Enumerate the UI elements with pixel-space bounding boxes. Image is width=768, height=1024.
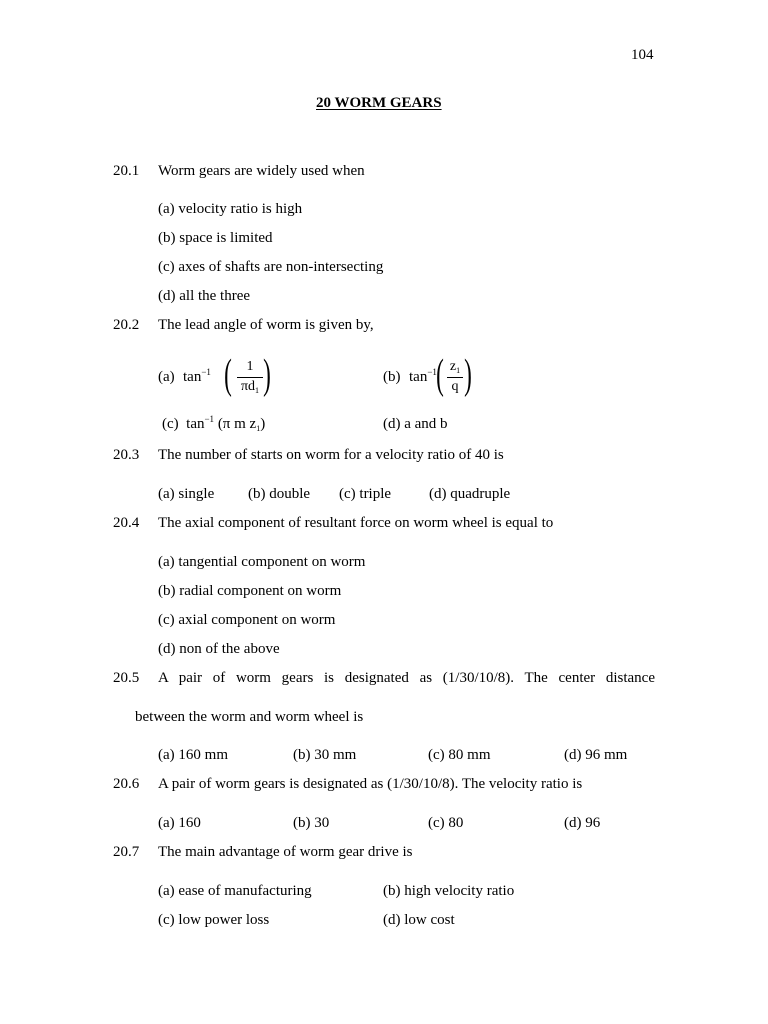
numerator-text: z <box>449 359 457 374</box>
question-text: The main advantage of worm gear drive is <box>158 844 413 860</box>
left-paren: ( <box>224 352 232 398</box>
denominator: q <box>451 379 459 394</box>
option-b-label: (b) <box>383 369 401 385</box>
question-text: The axial component of resultant force on worm wheel is equal to <box>158 515 554 531</box>
question-number: 20.5 <box>113 670 140 686</box>
option-d: (d) quadruple <box>429 486 511 502</box>
option-c: (c) axes of shafts are non-intersecting <box>158 259 384 275</box>
denominator-subscript: 1 <box>255 386 260 395</box>
option-a: (a) 160 mm <box>158 747 228 763</box>
question-text: The lead angle of worm is given by, <box>158 317 374 333</box>
question-text: Worm gears are widely used when <box>158 163 365 179</box>
option-b-function <box>409 367 437 385</box>
option-b: (b) double <box>248 486 311 502</box>
tan-text: tan <box>183 369 202 385</box>
option-b: (b) 30 mm <box>293 747 357 763</box>
option-c-label: (c) <box>162 416 179 432</box>
question-number: 20.2 <box>113 317 140 333</box>
option-a-label: (a) <box>158 369 175 385</box>
question-number: 20.3 <box>113 447 140 463</box>
question-number: 20.7 <box>113 844 140 860</box>
option-a: (a) 160 <box>158 815 201 831</box>
question-number: 20.1 <box>113 163 140 179</box>
option-b: (b) 30 <box>293 815 330 831</box>
fraction-bar <box>237 377 263 378</box>
question-number: 20.6 <box>113 776 140 792</box>
option-d: (d) non of the above <box>158 641 280 657</box>
closing-paren: ) <box>260 416 266 432</box>
chapter-title: 20 WORM GEARS <box>316 95 442 111</box>
numerator: 1 <box>246 359 254 374</box>
option-d: (d) 96 <box>564 815 601 831</box>
option-d: (d) a and b <box>383 416 448 432</box>
question-number: 20.4 <box>113 515 140 531</box>
option-c: (c) axial component on worm <box>158 612 336 628</box>
option-c: (c) triple <box>339 486 392 502</box>
option-d: (d) all the three <box>158 288 251 304</box>
question-text-line-1: A pair of worm gears is designated as (1/30/10/8). The center distance <box>158 670 655 686</box>
tan-text: tan <box>409 369 428 385</box>
option-a: (a) single <box>158 486 215 502</box>
fraction-bar <box>447 377 463 378</box>
option-d: (d) 96 mm <box>564 747 628 763</box>
inverse-superscript: −1 <box>201 367 211 377</box>
option-c: (c) 80 <box>428 815 464 831</box>
option-b: (b) radial component on worm <box>158 583 342 599</box>
argument-text: (π m z <box>217 416 257 432</box>
denominator <box>241 380 259 394</box>
option-a: (a) ease of manufacturing <box>158 883 312 899</box>
question-text-line-2: between the worm and worm wheel is <box>135 709 364 725</box>
question-text: The number of starts on worm for a velocity ratio of 40 is <box>158 447 504 463</box>
argument-subscript: 1 <box>256 424 261 433</box>
option-a-function <box>183 367 211 385</box>
option-d: (d) low cost <box>383 912 455 928</box>
option-a: (a) velocity ratio is high <box>158 201 303 217</box>
numerator-subscript: 1 <box>456 366 461 375</box>
option-b: (b) space is limited <box>158 230 273 246</box>
question-text: A pair of worm gears is designated as (1/30/10/8). The velocity ratio is <box>158 776 583 792</box>
option-b-fraction <box>447 360 463 394</box>
numerator <box>450 360 460 374</box>
page-number: 104 <box>631 47 654 63</box>
option-c: (c) 80 mm <box>428 747 491 763</box>
right-paren: ) <box>464 352 472 398</box>
option-b: (b) high velocity ratio <box>383 883 515 899</box>
right-paren: ) <box>263 352 271 398</box>
tan-text: tan <box>186 416 205 432</box>
option-a: (a) tangential component on worm <box>158 554 366 570</box>
option-c-formula <box>162 414 266 433</box>
option-c: (c) low power loss <box>158 912 270 928</box>
inverse-superscript: −1 <box>427 367 437 377</box>
left-paren: ( <box>436 352 444 398</box>
inverse-superscript: −1 <box>204 414 215 424</box>
option-a-fraction <box>237 360 263 394</box>
denominator-text: πd <box>240 379 256 394</box>
